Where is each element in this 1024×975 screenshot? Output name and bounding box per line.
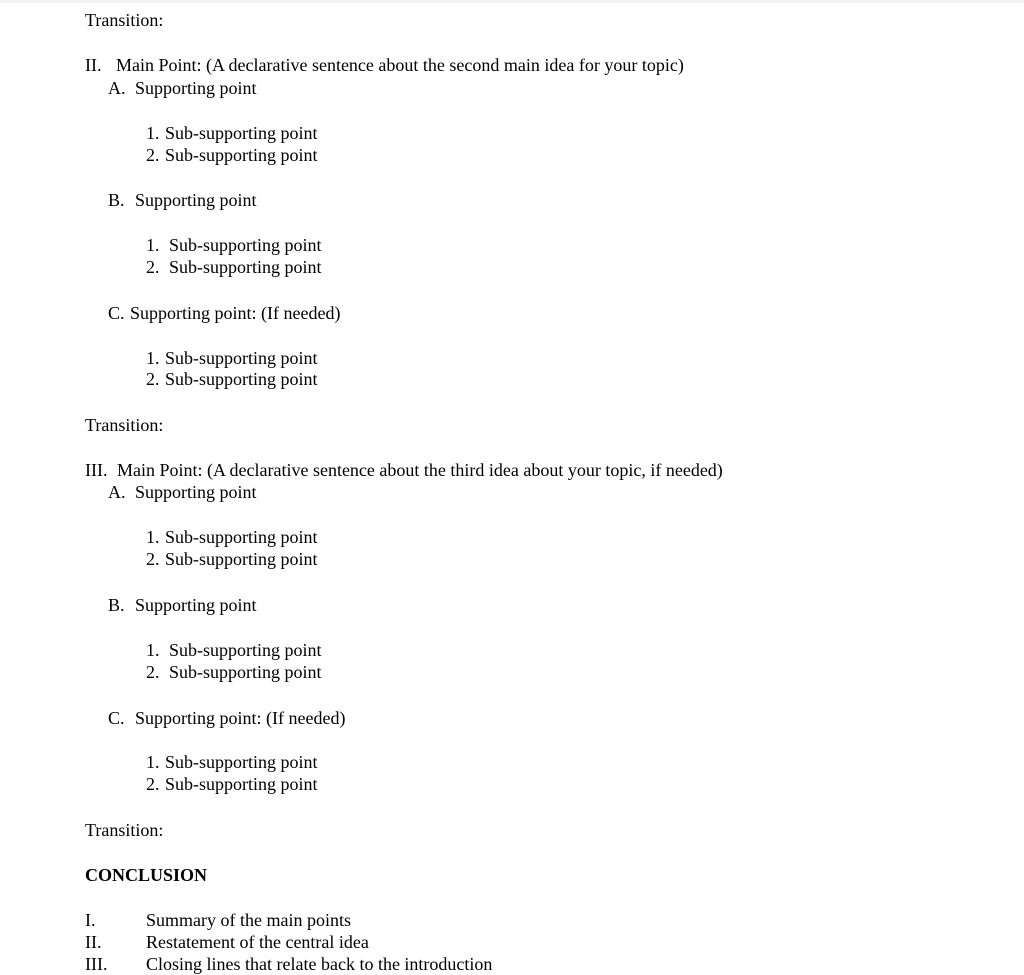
sub-point-text: Sub-supporting point [165, 348, 318, 368]
sub-point-number: 1. [146, 235, 160, 255]
supporting-point-label: C. [108, 708, 125, 728]
conclusion-numeral: III. [85, 954, 108, 974]
sub-point-text: Sub-supporting point [169, 640, 322, 660]
conclusion-item-text: Summary of the main points [146, 910, 351, 930]
main-point-text: Main Point: (A declarative sentence about the second main idea for your topic) [116, 55, 684, 75]
sub-point-number: 1. [146, 123, 160, 143]
supporting-point-label: A. [108, 482, 126, 502]
supporting-point-text: Supporting point [135, 78, 257, 98]
sub-point-number: 2. [146, 257, 160, 277]
sub-point-number: 1. [146, 752, 160, 772]
sub-point-text: Sub-supporting point [169, 257, 322, 277]
sub-point-number: 2. [146, 549, 160, 569]
sub-point-number: 2. [146, 369, 160, 389]
main-point-numeral: II. [85, 55, 102, 75]
supporting-point-text: Supporting point: (If needed) [130, 303, 341, 323]
conclusion-heading: CONCLUSION [85, 865, 208, 885]
supporting-point-text: Supporting point [135, 190, 257, 210]
transition-label: Transition: [85, 415, 164, 435]
sub-point-text: Sub-supporting point [165, 369, 318, 389]
sub-point-text: Sub-supporting point [165, 527, 318, 547]
supporting-point-text: Supporting point: (If needed) [135, 708, 346, 728]
supporting-point-label: A. [108, 78, 126, 98]
sub-point-text: Sub-supporting point [169, 235, 322, 255]
conclusion-item-text: Restatement of the central idea [146, 932, 369, 952]
transition-label: Transition: [85, 10, 164, 30]
sub-point-number: 1. [146, 348, 160, 368]
main-point-numeral: III. [85, 460, 108, 480]
sub-point-text: Sub-supporting point [165, 123, 318, 143]
supporting-point-text: Supporting point [135, 595, 257, 615]
supporting-point-label: B. [108, 190, 125, 210]
supporting-point-label: C. [108, 303, 125, 323]
sub-point-text: Sub-supporting point [165, 752, 318, 772]
conclusion-numeral: II. [85, 932, 102, 952]
conclusion-numeral: I. [85, 910, 96, 930]
sub-point-text: Sub-supporting point [165, 549, 318, 569]
page-top-edge [0, 0, 1024, 3]
main-point-text: Main Point: (A declarative sentence about the third idea about your topic, if needed) [117, 460, 723, 480]
sub-point-text: Sub-supporting point [165, 145, 318, 165]
sub-point-number: 2. [146, 662, 160, 682]
transition-label: Transition: [85, 820, 164, 840]
supporting-point-text: Supporting point [135, 482, 257, 502]
supporting-point-label: B. [108, 595, 125, 615]
sub-point-text: Sub-supporting point [165, 774, 318, 794]
sub-point-number: 1. [146, 527, 160, 547]
sub-point-number: 1. [146, 640, 160, 660]
conclusion-item-text: Closing lines that relate back to the introduction [146, 954, 493, 974]
sub-point-text: Sub-supporting point [169, 662, 322, 682]
sub-point-number: 2. [146, 145, 160, 165]
sub-point-number: 2. [146, 774, 160, 794]
